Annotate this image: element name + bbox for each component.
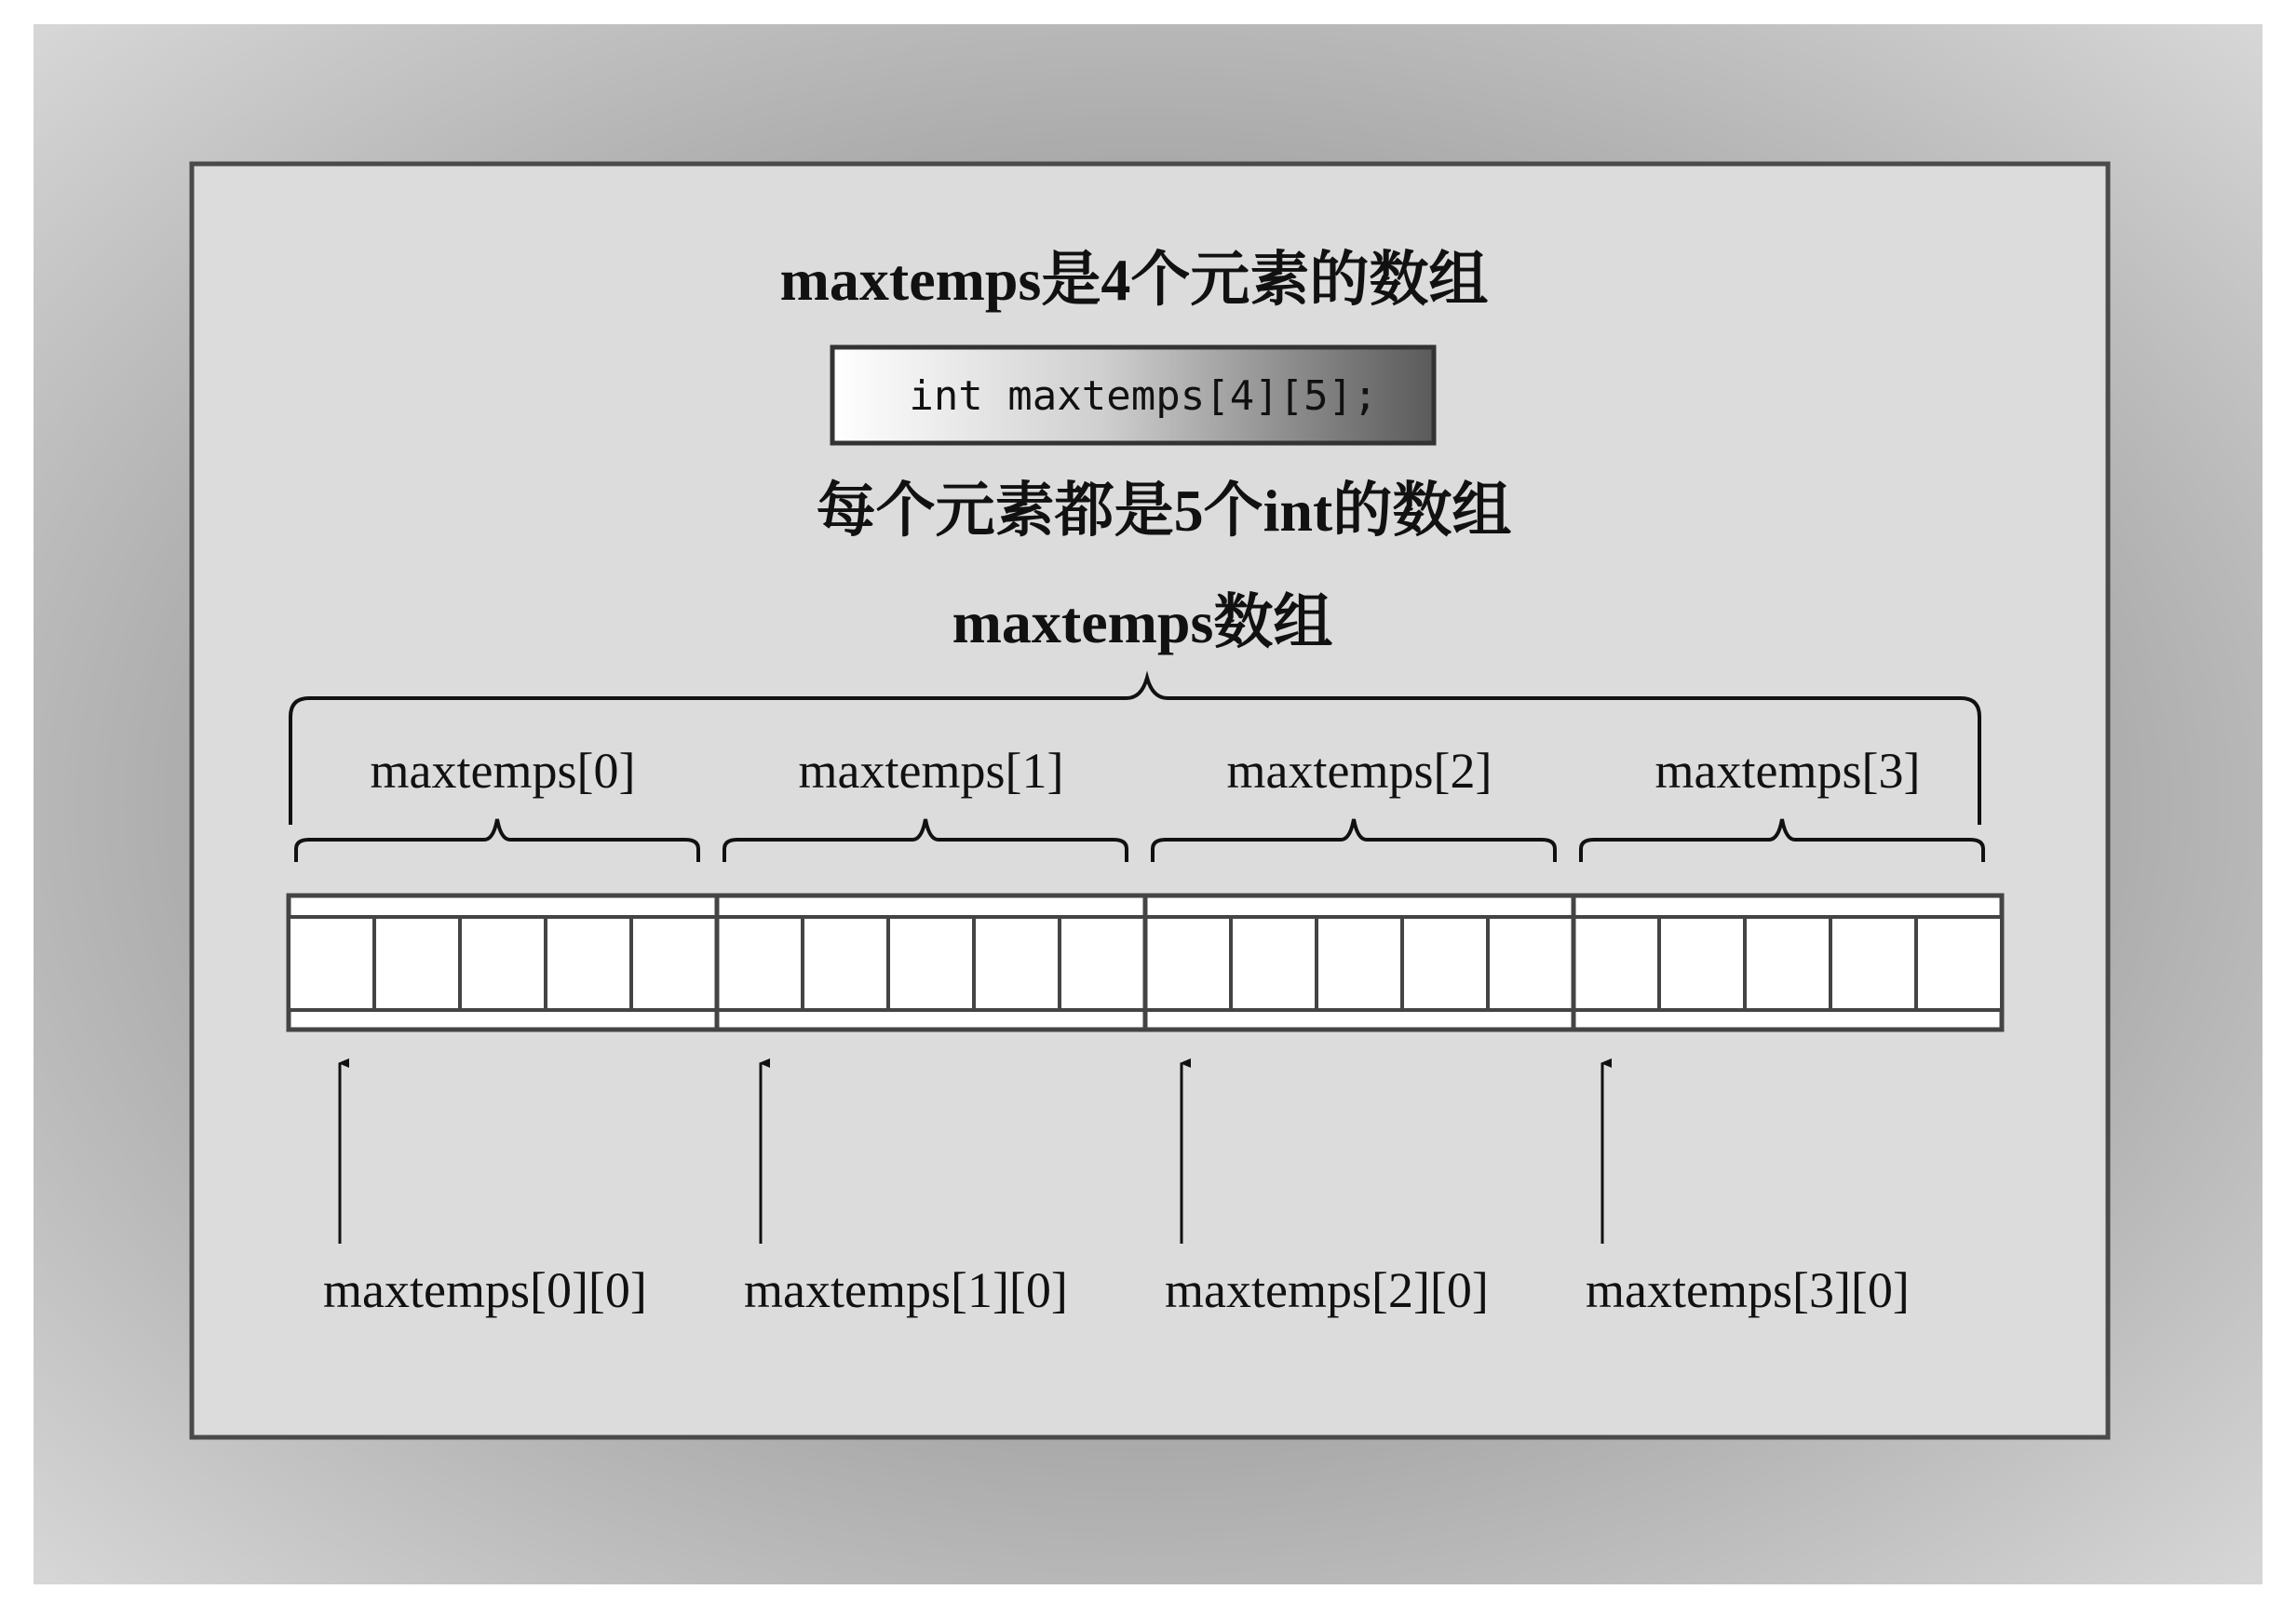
element-label: maxtemps[2][0]: [1165, 1262, 1489, 1318]
row-label: maxtemps[2]: [1226, 743, 1492, 799]
element-label: maxtemps[0][0]: [323, 1262, 647, 1318]
array-cell: [1830, 917, 1916, 1010]
array-cell: [888, 917, 974, 1010]
array-cell: [1659, 917, 1745, 1010]
array-cell: [546, 917, 631, 1010]
element-label: maxtemps[3][0]: [1586, 1262, 1910, 1318]
declaration-text: int maxtemps[4][5];: [909, 372, 1378, 420]
diagram-subtitle: 每个元素都是5个int的数组: [816, 478, 1512, 544]
array-cell: [1060, 917, 1145, 1010]
array-cell: [1916, 917, 2002, 1010]
array-cell: [631, 917, 717, 1010]
array-cell: [374, 917, 460, 1010]
array-label: maxtemps数组: [952, 589, 1333, 655]
row-label: maxtemps[3]: [1654, 743, 1921, 799]
row-label: maxtemps[0]: [370, 743, 636, 799]
array-cell: [1573, 917, 1659, 1010]
array-cell: [803, 917, 888, 1010]
array-cell: [460, 917, 546, 1010]
array-cell: [974, 917, 1060, 1010]
array-cell: [717, 917, 803, 1010]
diagram-title: maxtemps是4个元素的数组: [779, 247, 1489, 313]
array-cell: [1745, 917, 1830, 1010]
element-label: maxtemps[1][0]: [744, 1262, 1068, 1318]
row-label: maxtemps[1]: [798, 743, 1064, 799]
array-cell: [1231, 917, 1317, 1010]
array-cell: [1145, 917, 1231, 1010]
array-cell: [1402, 917, 1488, 1010]
array-cell: [1488, 917, 1573, 1010]
array-cell: [1317, 917, 1402, 1010]
array-cell: [289, 917, 374, 1010]
